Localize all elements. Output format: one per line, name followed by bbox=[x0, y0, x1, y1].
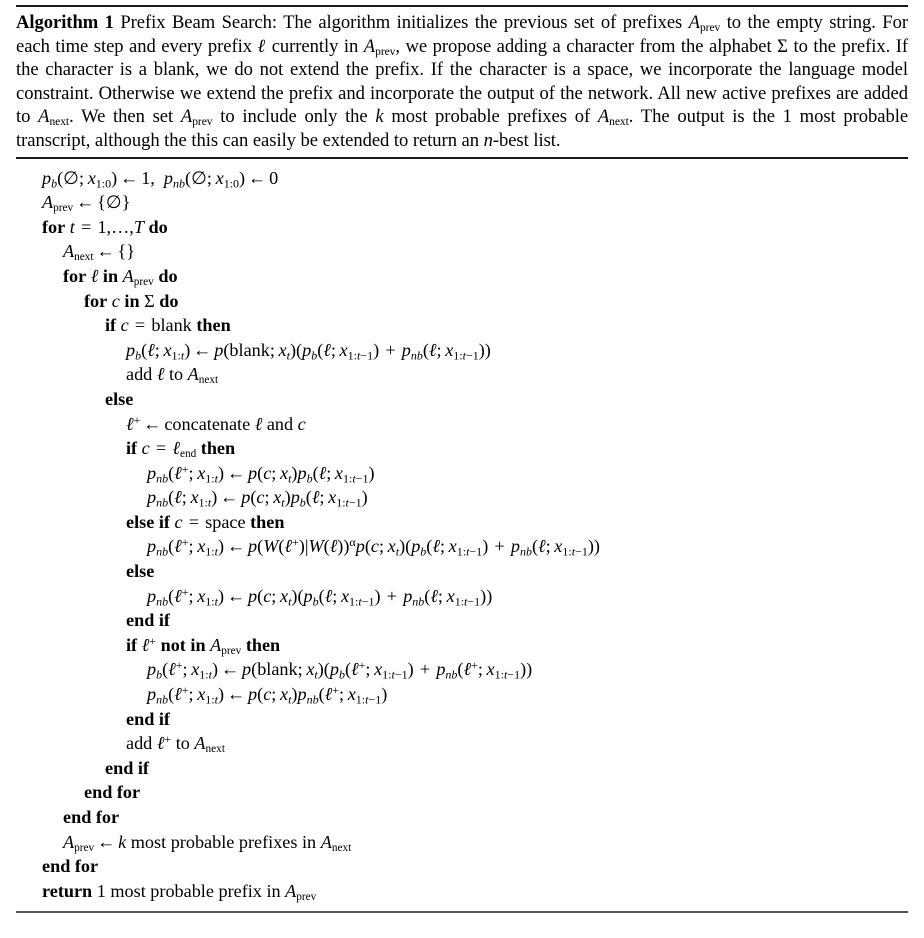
caption-s1: The algorithm initializes the previous set of prefixes bbox=[283, 12, 689, 33]
symbol-a-next: $A_{next}$ bbox=[38, 106, 70, 129]
algorithm-title: Prefix Beam Search: bbox=[120, 12, 277, 33]
symbol-a-prev: $A_{prev}$ bbox=[688, 12, 721, 35]
code-line-return: return 1 most probable prefix in $A_{prev}$ bbox=[42, 880, 317, 903]
code-line-end-pnb-plus: $p_{nb}(\ell^+$; $x_{1:t}$) ← p(c; $x_t)p_b(\ell$; $x_{1:t-1}$) bbox=[147, 461, 375, 486]
code-line-else-1: else bbox=[105, 388, 134, 409]
caption-s8: most probable prefixes of bbox=[383, 106, 598, 128]
rule-mid bbox=[16, 157, 908, 159]
code-line-add-plus: add ℓ+ to $A_{next}$ bbox=[126, 732, 225, 756]
symbol-a-prev-3: $A_{prev}$ bbox=[180, 106, 213, 129]
code-line-elseif-space: else if c = space then bbox=[126, 511, 285, 532]
rule-bottom bbox=[16, 911, 908, 913]
symbol-k: k bbox=[375, 106, 384, 128]
code-line-if-notin: if ℓ+ not in $A_{prev}$ then bbox=[126, 633, 281, 657]
code-line-init-anext: $A_{next}$ ← {} bbox=[63, 241, 135, 264]
caption-s3: currently in bbox=[266, 35, 364, 57]
code-line-blank-add: add ℓ to $A_{next}$ bbox=[126, 364, 219, 387]
algorithm-float bbox=[16, 5, 908, 913]
pseudocode-body bbox=[16, 164, 908, 904]
symbol-a-prev-2: $A_{prev}$ bbox=[363, 35, 396, 58]
code-line-init-aprev: $A_{prev}$ ← {∅} bbox=[42, 192, 131, 215]
code-line-other-pnb: $p_{nb}(\ell^+$; $x_{1:t}$) ← p(c; $x_t)(p_b(\ell$; $x_{1:t-1}$) + $p_{nb}(\ell$; $x_{1:t-1}$)) bbox=[147, 584, 493, 609]
code-line-notin-pnb: $p_{nb}(\ell^+$; $x_{1:t}$) ← p(c; $x_t)p_{nb}(\ell^+$; $x_{1:t-1}$) bbox=[147, 683, 388, 707]
code-line-else-2: else bbox=[126, 561, 155, 582]
code-line-for-c: for c in Σ do bbox=[84, 290, 179, 311]
caption-s9: . The output is the 1 most probable transcript, although the this can easily be extended to return an bbox=[16, 106, 909, 151]
code-line-endfor-ell: end for bbox=[63, 807, 120, 827]
code-line-init-probs: $p_b(\emptyset$; $x_{1:0}$) ← 1, $p_{nb}(\emptyset$; $x_{1:0}$) ← 0 bbox=[42, 167, 279, 190]
code-line-endif-outer: end if bbox=[105, 757, 149, 778]
code-line-endfor-c: end for bbox=[84, 782, 141, 803]
code-line-for-ell: for ℓ in $A_{prev}$ do bbox=[63, 265, 178, 289]
caption-s4: , we propose adding a character from the alphabet bbox=[395, 35, 778, 57]
symbol-a-next-2: $A_{next}$ bbox=[597, 106, 629, 129]
code-line-blank-pb: $p_b(\ell$; $x_{1:t}$) ← p(blank; $x_t)(p_b(\ell$; $x_{1:t-1}$) + $p_{nb}(\ell$; $x_{1:t-1}$)) bbox=[126, 339, 491, 363]
code-line-space-pnb: $p_{nb}(\ell^+$; $x_{1:t}$) ← p(W(ℓ+)|W(ℓ))$^\alpha$p(c; $x_t)(p_b(\ell$; $x_{1:t-1}$) + $p_{nb}(\ell$; $x_{1:t-1}$)) bbox=[147, 535, 600, 559]
code-line-prune: $A_{prev}$ ← k most probable prefixes in $A_{next}$ bbox=[63, 831, 352, 854]
code-line-endif-inner: end if bbox=[126, 610, 170, 631]
symbol-ell: ℓ bbox=[257, 35, 267, 57]
code-line-notin-pb: $p_b(\ell^+$; $x_{1:t}$) ← p(blank; $x_t)(p_b(\ell^+$; $x_{1:t-1}$) + $p_{nb}(\ell^+$; $x_{1:t-1}$)) bbox=[147, 658, 533, 682]
caption-s7: to include only the bbox=[212, 106, 376, 128]
algorithm-caption bbox=[16, 7, 908, 153]
caption-s5: to the prefix. If the character is a blank, we do not extend the prefix. If the character is a space, we incorporate the language model constraint. Otherwise we extend the prefix and incorporate the output of the network. All new active prefixes are added to bbox=[16, 35, 908, 128]
caption-s6: . We then set bbox=[69, 106, 181, 128]
code-line-concat: ℓ+ ← concatenate ℓ and c bbox=[126, 412, 306, 434]
code-line-if-blank: if c = blank then bbox=[105, 315, 231, 336]
caption-s2: to the empty string. For each time step and every prefix bbox=[16, 12, 908, 57]
algorithm-label: Algorithm 1 bbox=[16, 12, 114, 33]
code-line-if-end: if c = ℓ$_{end}$ then bbox=[126, 438, 236, 461]
caption-s10: -best list. bbox=[492, 129, 561, 151]
code-line-endif-notin: end if bbox=[126, 708, 170, 729]
code-line-endfor-t: end for bbox=[42, 856, 99, 877]
symbol-sigma: Σ bbox=[777, 35, 788, 57]
symbol-n: n bbox=[483, 129, 493, 151]
code-line-end-pnb: $p_{nb}(\ell$; $x_{1:t}$) ← p(c; $x_t)p_b(\ell$; $x_{1:t-1}$) bbox=[147, 487, 368, 510]
code-line-for-t: for t = 1,…,T do bbox=[42, 216, 168, 237]
